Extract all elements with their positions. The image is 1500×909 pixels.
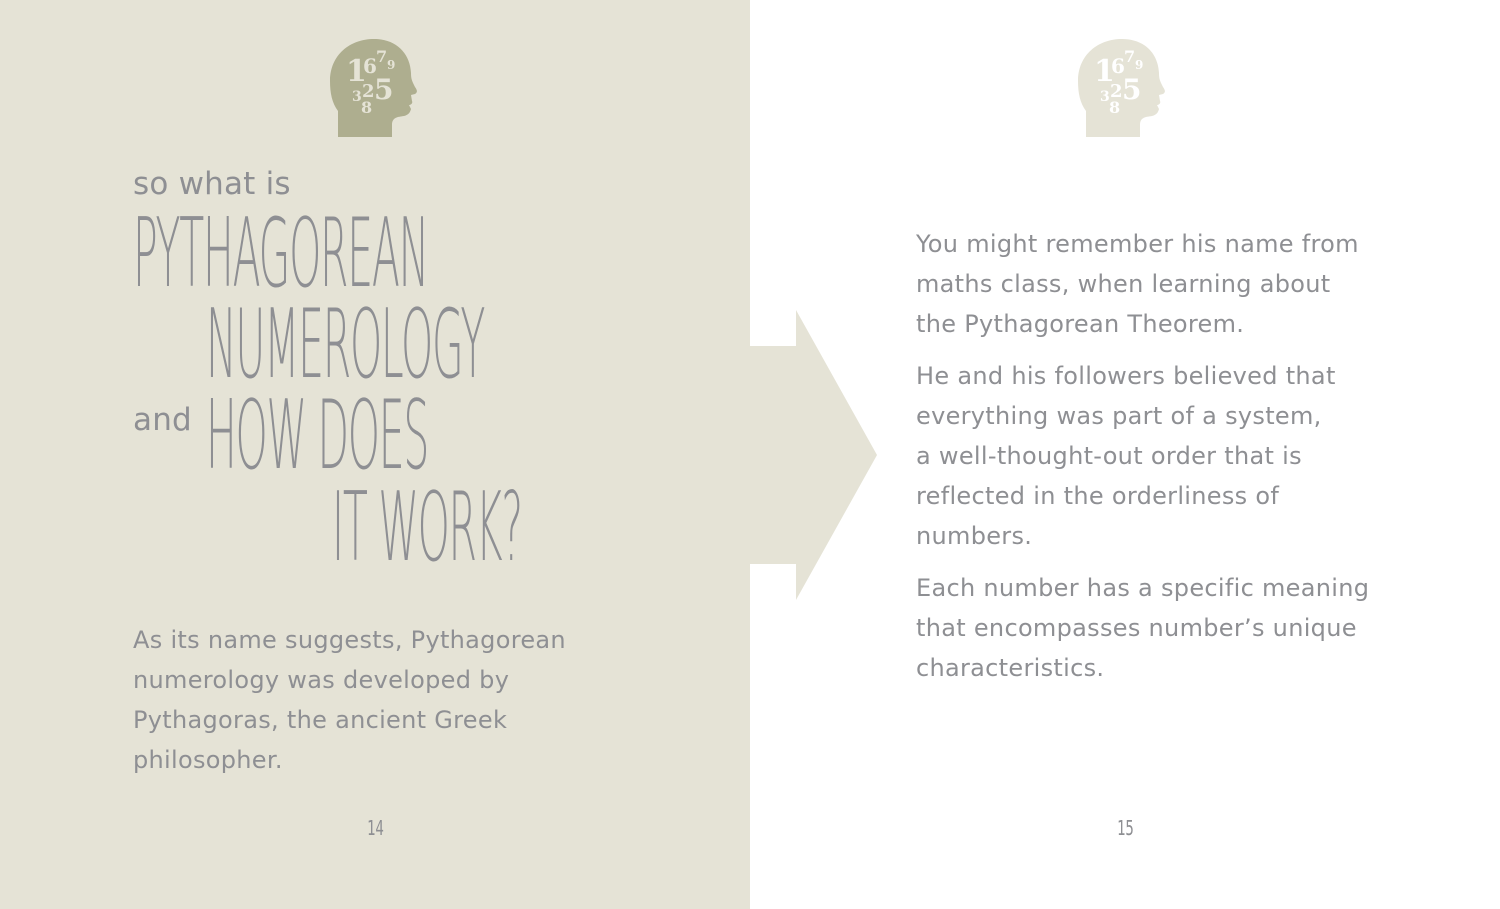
text-line: reflected in the orderliness of [916, 482, 1280, 510]
text-line: numerology was developed by [133, 666, 510, 694]
arrow-right-icon [750, 310, 880, 600]
page-number-left: 14 [367, 816, 384, 840]
right-paragraph-3 [916, 568, 1386, 688]
left-body-paragraph [133, 620, 573, 780]
title-line-pythagorean: PYTHAGOREAN [133, 197, 428, 309]
logo-digit: 8 [361, 98, 373, 117]
text-line: Pythagoras, the ancient Greek [133, 706, 508, 734]
title-line-it-work: IT WORK? [332, 471, 522, 583]
title-line-numerology: NUMEROLOGY [206, 288, 485, 400]
logo-digit: 9 [387, 58, 396, 72]
logo-digit: 3 [1100, 89, 1110, 105]
logo-digit: 7 [376, 47, 388, 66]
logo-digit: 5 [1122, 73, 1142, 106]
title-kicker: so what is [133, 166, 291, 202]
text-line: He and his followers believed that [916, 362, 1336, 390]
text-line: maths class, when learning about [916, 270, 1331, 298]
text-line: the Pythagorean Theorem. [916, 310, 1245, 338]
right-paragraph-1 [916, 224, 1386, 344]
logo-digit: 8 [1109, 98, 1121, 117]
logo-digit: 7 [1124, 47, 1136, 66]
text-line: You might remember his name from [916, 230, 1359, 258]
text-line: that encompasses number’s unique [916, 614, 1357, 642]
head-numbers-logo-icon [1078, 37, 1168, 139]
text-line: Each number has a specific meaning [916, 574, 1370, 602]
page-number-right: 15 [1117, 816, 1134, 840]
logo-digit: 3 [352, 89, 362, 105]
text-line: philosopher. [133, 746, 283, 774]
logo-digit: 2 [362, 81, 375, 102]
logo-digit: 2 [1110, 81, 1123, 102]
head-numbers-logo-icon [330, 37, 420, 139]
right-paragraph-2 [916, 356, 1386, 556]
text-line: characteristics. [916, 654, 1105, 682]
logo-digit: 1 [1094, 54, 1115, 89]
text-line: a well-thought-out order that is [916, 442, 1302, 470]
logo-digit: 9 [1135, 58, 1144, 72]
text-line: As its name suggests, Pythagorean [133, 626, 566, 654]
text-line: everything was part of a system, [916, 402, 1322, 430]
title-line-how-does: HOW DOES [206, 379, 429, 491]
title-and-word: and [133, 402, 192, 438]
text-line: numbers. [916, 522, 1033, 550]
logo-digit: 1 [346, 54, 367, 89]
logo-digit: 6 [1111, 54, 1125, 78]
logo-digit: 6 [363, 54, 377, 78]
logo-digit: 5 [374, 73, 394, 106]
